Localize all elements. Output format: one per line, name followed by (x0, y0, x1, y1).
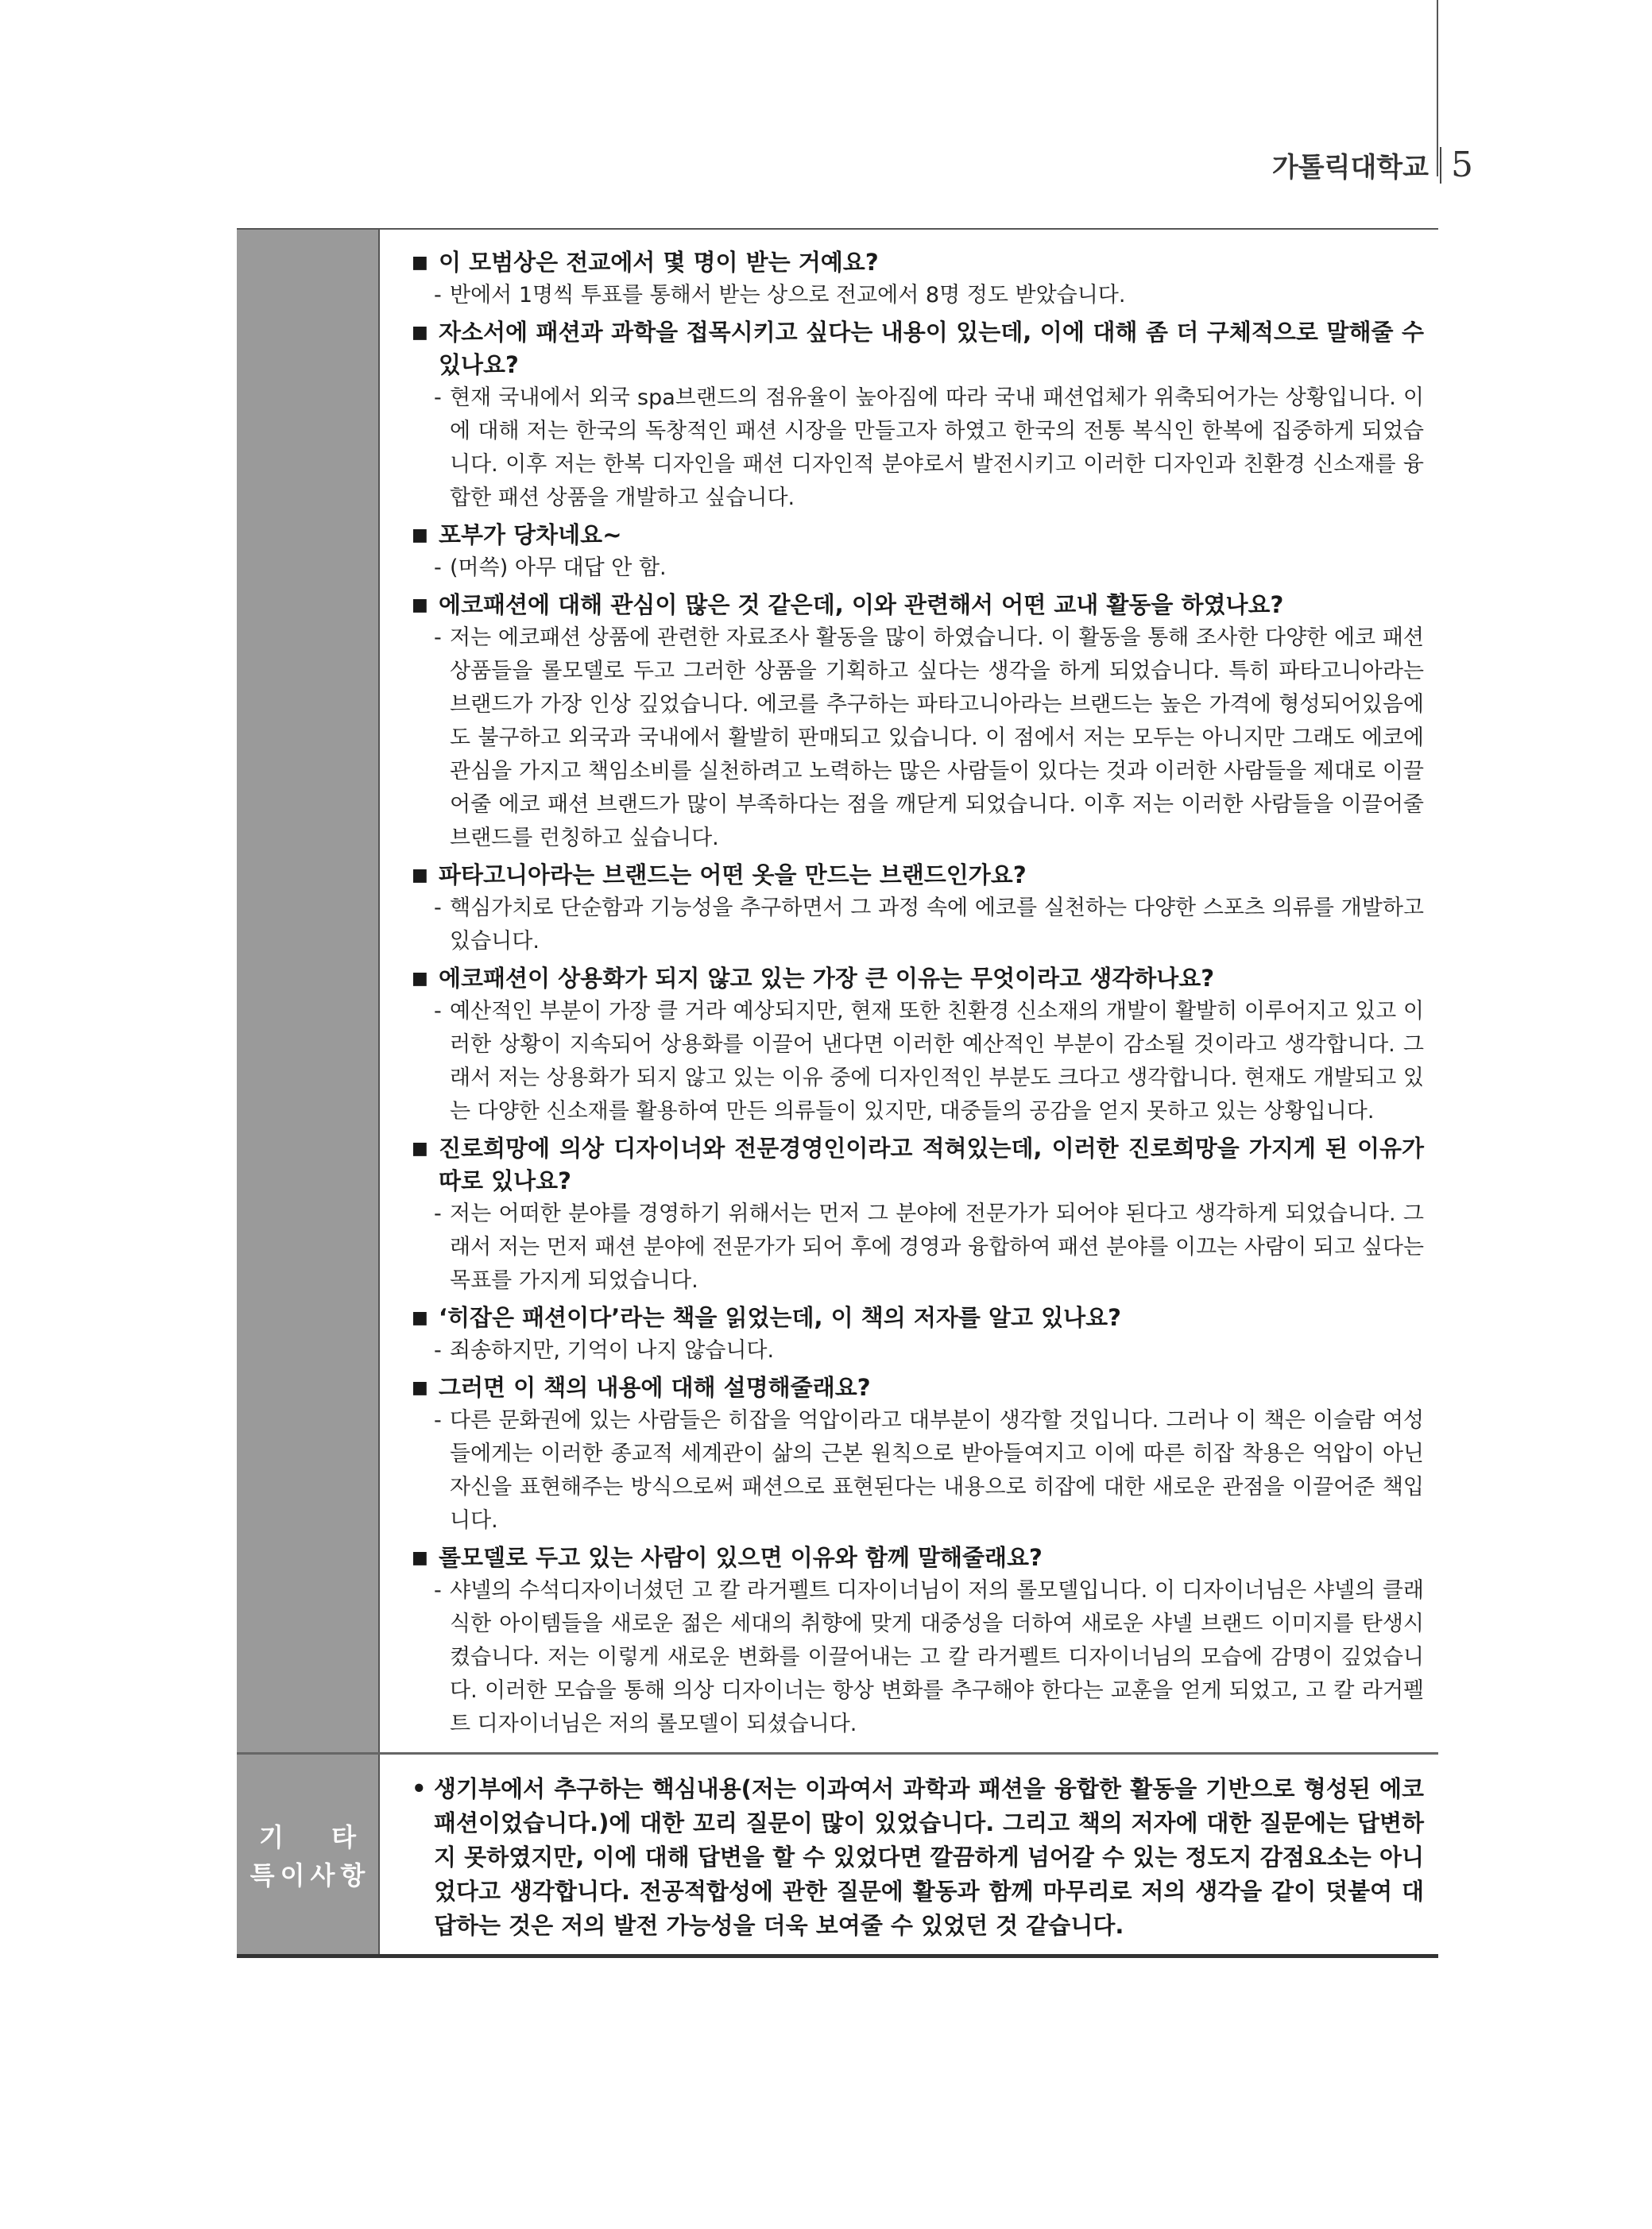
page-header (1272, 145, 1473, 185)
header-divider (1440, 147, 1441, 184)
question (412, 1132, 1424, 1198)
university-name: 가톨릭대학교 (1271, 152, 1429, 184)
other-note (412, 1767, 1424, 1943)
interview-row (237, 230, 1438, 1752)
answer-text: 샤넬의 수석디자이너셨던 고 칼 라거펠트 디자이너님이 저의 롤모델입니다. 이 디자이너님은 샤넬의 클래식한 아이템들을 새로운 젊은 세대의 취향에 맞게 대중성을 더하여 새로운 샤넬 브랜드 이미지를 탄생시켰습니다. 저는 이렇게 새로운 변화를 이끌어내는 고 칼 라거펠트 디자이너님의 모습에 감명이 깊었습니다. 이러한 모습을 통해 의상 디자이너는 항상 변화를 추구해야 한다는 교훈을 얻게 되었고, 고 칼 라거펠트 디자이너님은 저의 롤모델이 되셨습니다. (450, 1578, 1424, 1736)
square-bullet-icon: ■ (412, 1139, 428, 1159)
other-label-char-1: 기 (259, 1821, 284, 1852)
question (412, 1372, 1424, 1404)
answer-text: 핵심가치로 단순함과 기능성을 추구하면서 그 과정 속에 에코를 실천하는 다양한 스포츠 의류를 개발하고 있습니다. (450, 896, 1424, 954)
other-notes-content (380, 1755, 1438, 1954)
question (412, 246, 1424, 279)
question (412, 589, 1424, 621)
answer-text: 예산적인 부분이 가장 클 거라 예상되지만, 현재 또한 친환경 신소재의 개발이 활발히 이루어지고 있고 이러한 상황이 지속되어 상용화를 이끌어 낸다면 이러한 예산적인 부분이 감소될 것이라고 생각합니다. 그래서 저는 상용화가 되지 않고 있는 이유 중에 디자인적인 부분도 크다고 생각합니다. 현재도 개발되고 있는 다양한 신소재를 활용하여 만든 의류들이 있지만, 대중들의 공감을 얻지 못하고 있는 상황입니다. (450, 999, 1424, 1124)
answer (434, 1334, 1424, 1368)
question-text: 포부가 당차네요~ (439, 521, 622, 548)
question-text: 에코패션에 대해 관심이 많은 것 같은데, 이와 관련해서 어떤 교내 활동을 하였나요? (439, 591, 1284, 618)
answer-text: 현재 국내에서 외국 spa브랜드의 점유율이 높아짐에 따라 국내 패션업체가 위축되어가는 상황입니다. 이에 대해 저는 한국의 독창적인 패션 시장을 만들고자 하였고 한국의 전통 복식인 한복에 집중하게 되었습니다. 이후 저는 한복 디자인을 패션 디자인적 분야로서 발전시키고 이러한 디자인과 친환경 신소재를 융합한 패션 상품을 개발하고 싶습니다. (450, 385, 1424, 510)
square-bullet-icon: ■ (412, 969, 428, 989)
other-notes-label (237, 1755, 380, 1954)
dash-icon: - (434, 999, 442, 1024)
question (412, 962, 1424, 995)
square-bullet-icon: ■ (412, 1308, 428, 1328)
other-notes-row (237, 1752, 1438, 1954)
question (412, 316, 1424, 381)
answer-text: (머쓱) 아무 대답 안 함. (450, 555, 667, 580)
answer (434, 995, 1424, 1128)
question (412, 1542, 1424, 1574)
answer (434, 551, 1424, 585)
square-bullet-icon: ■ (412, 525, 428, 545)
answer-text: 저는 어떠한 분야를 경영하기 위해서는 먼저 그 분야에 전문가가 되어야 된다고 생각하게 되었습니다. 그래서 저는 먼저 패션 분야에 전문가가 되어 후에 경영과 융합하여 패션 분야를 이끄는 사람이 되고 싶다는 목표를 가지게 되었습니다. (450, 1202, 1424, 1293)
question (412, 519, 1424, 551)
answer (434, 892, 1424, 958)
question-text: 파타고니아라는 브랜드는 어떤 옷을 만드는 브랜드인가요? (439, 861, 1027, 888)
question-text: 이 모범상은 전교에서 몇 명이 받는 거예요? (439, 249, 879, 276)
square-bullet-icon: ■ (412, 253, 428, 273)
dash-icon: - (434, 1408, 442, 1433)
answer (434, 1198, 1424, 1298)
answer (434, 1574, 1424, 1741)
dash-icon: - (434, 1202, 442, 1226)
question-text: 그러면 이 책의 내용에 대해 설명해줄래요? (439, 1374, 871, 1401)
dash-icon: - (434, 1338, 442, 1363)
other-note-text: 생기부에서 추구하는 핵심내용(저는 이과여서 과학과 패션을 융합한 활동을 기반으로 형성된 에코 패션이었습니다.)에 대한 꼬리 질문이 많이 있었습니다. 그리고 책의 저자에 대한 질문에는 답변하지 못하였지만, 이에 대해 답변을 할 수 있었다면 깔끔하게 넘어갈 수 있는 정도지 감점요소는 아니었다고 생각합니다. 전공적합성에 관한 질문에 활동과 함께 마무리로 저의 생각을 같이 덧붙여 대답하는 것은 저의 발전 가능성을 더욱 보여줄 수 있었던 것 같습니다. (434, 1775, 1424, 1939)
answer-text: 다른 문화권에 있는 사람들은 히잡을 억압이라고 대부분이 생각할 것입니다. 그러나 이 책은 이슬람 여성들에게는 이러한 종교적 세계관이 삶의 근본 원칙으로 받아들여지고 이에 따른 히잡 착용은 억압이 아닌 자신을 표현해주는 방식으로써 패션으로 표현된다는 내용으로 히잡에 대한 새로운 관점을 이끌어준 책입니다. (450, 1408, 1424, 1533)
interview-table (237, 228, 1438, 1958)
square-bullet-icon: ■ (412, 1548, 428, 1568)
other-label-line-2: 특이사항 (250, 1859, 371, 1890)
dash-icon: - (434, 555, 442, 580)
dash-icon: - (434, 1578, 442, 1603)
bullet-icon: • (412, 1775, 427, 1802)
answer (434, 279, 1424, 312)
question-text: 자소서에 패션과 과학을 접목시키고 싶다는 내용이 있는데, 이에 대해 좀 더 구체적으로 말해줄 수 있나요? (439, 319, 1424, 378)
question-text: 롤모델로 두고 있는 사람이 있으면 이유와 함께 말해줄래요? (439, 1544, 1043, 1571)
answer-text: 저는 에코패션 상품에 관련한 자료조사 활동을 많이 하였습니다. 이 활동을 통해 조사한 다양한 에코 패션 상품들을 롤모델로 두고 그러한 상품을 기획하고 싶다는 생각을 하게 되었습니다. 특히 파타고니아라는 브랜드가 가장 인상 깊었습니다. 에코를 추구하는 파타고니아라는 브랜드는 높은 가격에 형성되어있음에도 불구하고 외국과 국내에서 활발히 판매되고 있습니다. 이 점에서 저는 모두는 아니지만 그래도 에코에 관심을 가지고 책임소비를 실천하려고 노력하는 많은 사람들이 있다는 것과 이러한 사람들을 제대로 이끌어줄 에코 패션 브랜드가 많이 부족하다는 점을 깨닫게 되었습니다. 이후 저는 이러한 사람들을 이끌어줄 브랜드를 런칭하고 싶습니다. (450, 625, 1424, 850)
answer-text: 반에서 1명씩 투표를 통해서 받는 상으로 전교에서 8명 정도 받았습니다. (450, 283, 1126, 308)
dash-icon: - (434, 283, 442, 308)
question-text: 에코패션이 상용화가 되지 않고 있는 가장 큰 이유는 무엇이라고 생각하나요? (439, 965, 1215, 992)
interview-label-cell (237, 230, 380, 1752)
question (412, 859, 1424, 892)
answer (434, 1404, 1424, 1538)
square-bullet-icon: ■ (412, 595, 428, 615)
dash-icon: - (434, 385, 442, 410)
dash-icon: - (434, 625, 442, 650)
square-bullet-icon: ■ (412, 323, 428, 342)
dash-icon: - (434, 896, 442, 920)
qa-list (412, 246, 1424, 1741)
square-bullet-icon: ■ (412, 1378, 428, 1398)
other-label-char-2: 타 (331, 1821, 356, 1852)
square-bullet-icon: ■ (412, 865, 428, 885)
question-text: 진로희망에 의상 디자이너와 전문경영인이라고 적혀있는데, 이러한 진로희망을 가지게 된 이유가 따로 있나요? (439, 1135, 1424, 1194)
page-number: 5 (1451, 145, 1473, 185)
answer (434, 621, 1424, 855)
question-text: ‘히잡은 패션이다’라는 책을 읽었는데, 이 책의 저자를 알고 있나요? (439, 1304, 1122, 1331)
question (412, 1302, 1424, 1334)
answer (434, 381, 1424, 515)
qa-content (380, 230, 1438, 1752)
answer-text: 죄송하지만, 기억이 나지 않습니다. (450, 1338, 775, 1363)
